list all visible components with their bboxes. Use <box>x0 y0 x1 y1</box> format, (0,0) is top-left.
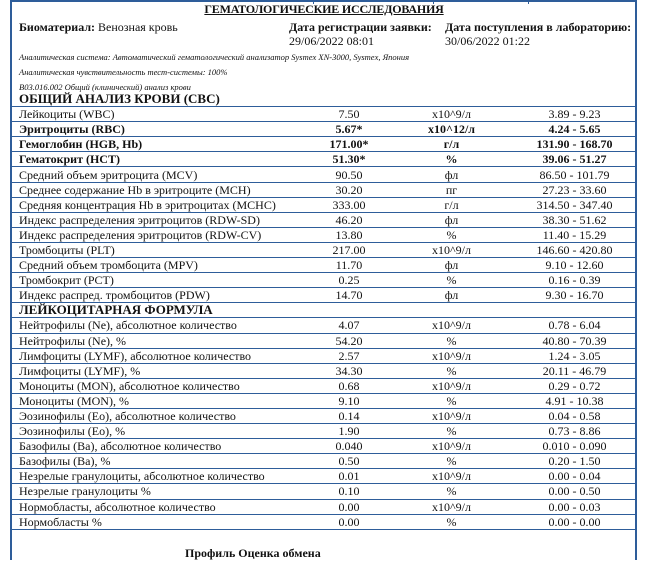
reference-range: 146.60 - 420.80 <box>514 242 635 257</box>
received-value: 30/06/2022 01:22 <box>445 34 531 48</box>
table-row <box>12 288 635 303</box>
table-row <box>12 393 635 408</box>
test-name: Лимфоциты (LYMF), абсолютное количество <box>12 348 309 363</box>
test-unit: x10^9/л <box>389 378 514 393</box>
table-row <box>12 363 635 378</box>
test-name: Нейтрофилы (Ne), абсолютное количество <box>12 318 309 333</box>
test-name: Моноциты (MON), абсолютное количество <box>12 378 309 393</box>
test-value: 1.90 <box>309 424 389 439</box>
test-name: Средний объем тромбоцита (MPV) <box>12 258 309 273</box>
table-row <box>12 152 635 167</box>
test-value: 34.30 <box>309 363 389 378</box>
table-row <box>12 424 635 439</box>
test-value: 0.00 <box>309 499 389 514</box>
test-name: Базофилы (Ba), абсолютное количество <box>12 439 309 454</box>
test-name: Индекс распред. тромбоцитов (PDW) <box>12 288 309 303</box>
table-row <box>12 107 635 122</box>
test-name: Нормобласты % <box>12 514 309 529</box>
biomaterial <box>19 20 178 34</box>
table-row <box>12 212 635 227</box>
test-name: Тромбоциты (PLT) <box>12 242 309 257</box>
report-title: ГЕМАТОЛОГИЧЕСКИЕ ИССЛЕДОВАНИЯ <box>204 2 444 16</box>
table-row <box>12 137 635 152</box>
test-name: Гемоглобин (HGB, Hb) <box>12 137 309 152</box>
reference-range: 0.00 - 0.03 <box>514 499 635 514</box>
reference-range: 314.50 - 347.40 <box>514 197 635 212</box>
test-value: 4.07 <box>309 318 389 333</box>
reference-range: 20.11 - 46.79 <box>514 363 635 378</box>
test-value: 171.00* <box>309 137 389 152</box>
received-label: Дата поступления в лабораторию: <box>445 20 632 34</box>
test-value: 0.040 <box>309 439 389 454</box>
registration-value: 29/06/2022 08:01 <box>289 34 375 48</box>
table-row <box>12 242 635 257</box>
test-value: 7.50 <box>309 107 389 122</box>
reference-range: 0.73 - 8.86 <box>514 424 635 439</box>
test-name: Эритроциты (RBC) <box>12 122 309 137</box>
test-value: 5.67* <box>309 122 389 137</box>
test-unit: x10^9/л <box>389 439 514 454</box>
test-name: Средняя концентрация Hb в эритроцитах (MCHC) <box>12 197 309 212</box>
test-value: 14.70 <box>309 288 389 303</box>
table-row <box>12 469 635 484</box>
test-value: 13.80 <box>309 227 389 242</box>
test-unit: x10^9/л <box>389 242 514 257</box>
test-name: Средний объем эритроцита (MCV) <box>12 167 309 182</box>
test-name: Нейтрофилы (Ne), % <box>12 333 309 348</box>
test-unit: x10^9/л <box>389 318 514 333</box>
table-row <box>12 499 635 514</box>
table-row <box>12 484 635 499</box>
test-name: Незрелые гранулоциты, абсолютное количество <box>12 469 309 484</box>
section-header <box>12 92 635 107</box>
test-unit: % <box>389 393 514 408</box>
next-section-title: Профиль Оценка обмена <box>185 546 321 560</box>
test-value: 333.00 <box>309 197 389 212</box>
reference-range: 9.10 - 12.60 <box>514 258 635 273</box>
reference-range: 0.29 - 0.72 <box>514 378 635 393</box>
reference-range: 0.20 - 1.50 <box>514 454 635 469</box>
received-date <box>445 20 631 48</box>
reference-range: 3.89 - 9.23 <box>514 107 635 122</box>
reference-range: 40.80 - 70.39 <box>514 333 635 348</box>
test-unit: фл <box>389 288 514 303</box>
table-row <box>12 454 635 469</box>
test-value: 217.00 <box>309 242 389 257</box>
section-title: ЛЕЙКОЦИТАРНАЯ ФОРМУЛА <box>12 303 635 318</box>
table-row <box>12 122 635 137</box>
test-unit: x10^9/л <box>389 348 514 363</box>
service-code: B03.016.002 Общий (клинический) анализ крови <box>19 82 191 92</box>
test-unit: % <box>389 484 514 499</box>
test-value: 30.20 <box>309 182 389 197</box>
table-row <box>12 167 635 182</box>
reference-range: 0.00 - 0.00 <box>514 514 635 529</box>
test-name: Моноциты (MON), % <box>12 393 309 408</box>
reference-range: 11.40 - 15.29 <box>514 227 635 242</box>
reference-range: 0.00 - 0.50 <box>514 484 635 499</box>
table-row <box>12 273 635 288</box>
test-unit: x10^9/л <box>389 107 514 122</box>
test-name: Гематокрит (HCT) <box>12 152 309 167</box>
reference-range: 39.06 - 51.27 <box>514 152 635 167</box>
reference-range: 4.91 - 10.38 <box>514 393 635 408</box>
analytic-sensitivity: Аналитическая чувствительность тест-системы: 100% <box>19 67 228 77</box>
test-name: Эозинофилы (Eo), % <box>12 424 309 439</box>
registration-date <box>289 20 432 48</box>
test-unit: % <box>389 514 514 529</box>
reference-range: 1.24 - 3.05 <box>514 348 635 363</box>
table-row <box>12 408 635 423</box>
test-unit: x10^12/л <box>389 122 514 137</box>
test-name: Тромбокрит (PCT) <box>12 273 309 288</box>
test-name: Базофилы (Ba), % <box>12 454 309 469</box>
reference-range: 0.16 - 0.39 <box>514 273 635 288</box>
table-row <box>12 318 635 333</box>
test-value: 46.20 <box>309 212 389 227</box>
reference-range: 131.90 - 168.70 <box>514 137 635 152</box>
table-row <box>12 227 635 242</box>
test-unit: % <box>389 363 514 378</box>
test-unit: % <box>389 227 514 242</box>
test-unit: фл <box>389 167 514 182</box>
test-value: 54.20 <box>309 333 389 348</box>
table-row <box>12 348 635 363</box>
table-row <box>12 439 635 454</box>
test-value: 0.00 <box>309 514 389 529</box>
test-unit: фл <box>389 212 514 227</box>
test-value: 11.70 <box>309 258 389 273</box>
test-unit: % <box>389 333 514 348</box>
analytic-system: Аналитическая система: Автоматический гематологический анализатор Sysmex XN-3000, Sysmex, Япония <box>19 52 410 62</box>
test-value: 0.68 <box>309 378 389 393</box>
test-value: 0.10 <box>309 484 389 499</box>
test-name: Эозинофилы (Eo), абсолютное количество <box>12 408 309 423</box>
reference-range: 86.50 - 101.79 <box>514 167 635 182</box>
section-header <box>12 303 635 318</box>
table-row <box>12 514 635 529</box>
reference-range: 0.010 - 0.090 <box>514 439 635 454</box>
test-unit: % <box>389 424 514 439</box>
table-row <box>12 333 635 348</box>
test-unit: г/л <box>389 137 514 152</box>
registration-label: Дата регистрации заявки: <box>289 20 432 34</box>
table-row <box>12 378 635 393</box>
biomaterial-label: Биоматериал: <box>19 20 96 34</box>
test-name: Лейкоциты (WBC) <box>12 107 309 122</box>
test-name: Незрелые гранулоциты % <box>12 484 309 499</box>
test-unit: фл <box>389 258 514 273</box>
test-unit: x10^9/л <box>389 408 514 423</box>
table-row <box>12 182 635 197</box>
test-value: 0.25 <box>309 273 389 288</box>
reference-range: 9.30 - 16.70 <box>514 288 635 303</box>
test-unit: г/л <box>389 197 514 212</box>
test-unit: x10^9/л <box>389 499 514 514</box>
biomaterial-value: Венозная кровь <box>98 20 178 34</box>
test-unit: % <box>389 454 514 469</box>
test-name: Нормобласты, абсолютное количество <box>12 499 309 514</box>
reference-range: 0.04 - 0.58 <box>514 408 635 423</box>
test-value: 0.01 <box>309 469 389 484</box>
test-value: 51.30* <box>309 152 389 167</box>
test-name: Среднее содержание Hb в эритроците (MCH) <box>12 182 309 197</box>
test-value: 9.10 <box>309 393 389 408</box>
test-name: Лимфоциты (LYMF), % <box>12 363 309 378</box>
reference-range: 0.00 - 0.04 <box>514 469 635 484</box>
test-value: 2.57 <box>309 348 389 363</box>
reference-range: 27.23 - 33.60 <box>514 182 635 197</box>
test-unit: пг <box>389 182 514 197</box>
reference-range: 38.30 - 51.62 <box>514 212 635 227</box>
reference-range: 4.24 - 5.65 <box>514 122 635 137</box>
test-name: Индекс распределения эритроцитов (RDW-SD) <box>12 212 309 227</box>
test-value: 90.50 <box>309 167 389 182</box>
table-row <box>12 258 635 273</box>
results-table <box>12 92 635 530</box>
test-value: 0.50 <box>309 454 389 469</box>
test-unit: x10^9/л <box>389 469 514 484</box>
test-unit: % <box>389 273 514 288</box>
section-title: ОБЩИЙ АНАЛИЗ КРОВИ (CBC) <box>12 92 635 107</box>
table-row <box>12 197 635 212</box>
reference-range: 0.78 - 6.04 <box>514 318 635 333</box>
test-unit: % <box>389 152 514 167</box>
test-value: 0.14 <box>309 408 389 423</box>
test-name: Индекс распределения эритроцитов (RDW-CV) <box>12 227 309 242</box>
